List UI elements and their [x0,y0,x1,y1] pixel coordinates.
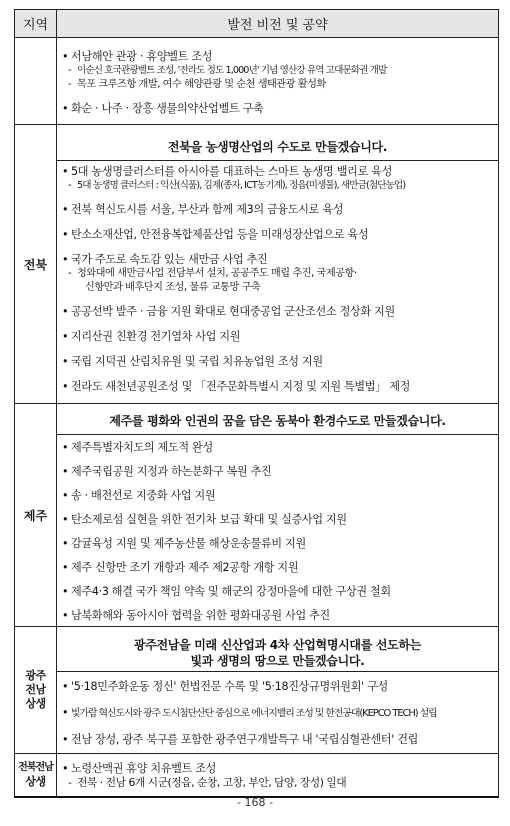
item-text: 전라도 새천년공원조성 및 「전주문화특별시 지정 및 지원 특별법」 제정 [71,380,411,393]
item-text: 공공선박 발주 · 금융 지원 확대로 현대중공업 군산조선소 정상화 지원 [71,305,395,318]
table-row-jeonbuk-jeonnam [15,754,499,798]
list-item: • 지리산권 친환경 전기열차 사업 지원 [62,330,241,343]
region-label: 전남 [25,683,46,696]
list-item: • 남북화해와 동아시아 협력을 위한 평화대공원 사업 추진 [62,608,330,622]
list-item: • 빛가람 혁신도시와 광주 도시첨단산단 중심으로 에너지밸리 조성 및 한전공대(KEPCO TECH) 설립 [62,705,437,719]
vision-line: 광주전남을 미래 신산업과 4차 산업혁명시대를 선도하는 [133,637,422,652]
item-text: 노령산맥권 휴양 치유벨트 조성 [71,762,217,775]
list-item: • 제주 신항만 조기 개항과 제주 제2공항 개항 지원 [62,560,299,574]
item-text: 탄소소재산업, 안전융복합제품산업 등을 미래성장산업으로 육성 [71,228,369,241]
region-gwangju [15,627,57,754]
item-text: 송 · 배전선로 지중화 사업 지원 [71,488,216,502]
list-item: • 제주4·3 해결 국가 책임 약속 및 해군의 강정마을에 대한 구상권 철회 [62,584,391,598]
page-number: - 168 - [237,796,273,809]
list-item: • 화순 · 나주 · 장흥 생물의약산업벨트 구축 [62,101,264,115]
table-row-gwangju [15,627,499,754]
list-item: • '5·18민주화운동 정신' 헌법전문 수록 및 '5·18진상규명위원회' 구성 [62,679,388,693]
table-row-continuation [15,38,499,125]
sub-item: - 전북 · 전남 6개 시군(정읍, 순창, 고창, 부안, 담양, 장성) 일대 [68,776,347,789]
list-item: • 국립 지덕권 산림치유원 및 국립 치유농업원 조성 지원 [62,355,323,368]
region-jeju: 제주 [15,404,57,627]
vision-line: 빛과 생명의 땅으로 만들겠습니다. [190,653,365,668]
table-header-row [15,10,499,38]
item-text: 탄소제로섬 실현을 위한 전기차 보급 확대 및 실증사업 지원 [71,512,347,526]
jeju-content [57,404,499,627]
list-item: • 서남해안 관광 · 휴양벨트 조성 [62,49,213,63]
table-row-jeonbuk [15,125,499,404]
item-text: '5·18민주화운동 정신' 헌법전문 수록 및 '5·18진상규명위원회' 구성 [71,679,388,693]
jeonbuk-jeonnam-content [57,754,499,798]
list-item: • 전남 장성, 광주 북구를 포함한 광주연구개발특구 내 '국립심혈관센터' 건립 [62,732,419,746]
sub-item: - 목포 크루즈항 개발, 여수 해양관광 및 순천 생태관광 활성화 [68,78,326,90]
sub-item-cont: 신항만과 배후단지 조성, 물류 교통망 구축 [85,282,261,293]
item-text: 국가 주도로 속도감 있는 새만금 사업 추진 [71,253,268,266]
sub-text: 전북 · 전남 6개 시군(정읍, 순창, 고창, 부안, 담양, 장성) 일대 [77,776,347,789]
jeonbuk-vision: 전북을 농생명산업의 수도로 만들겠습니다. [57,134,498,161]
item-text: 국립 지덕권 산림치유원 및 국립 치유농업원 조성 지원 [71,355,323,368]
list-item: • 송 · 배전선로 지중화 사업 지원 [62,488,216,502]
item-text: 지리산권 친환경 전기열차 사업 지원 [71,330,241,343]
item-text: 제주특별자치도의 제도적 완성 [71,440,213,454]
region-jeonbuk: 전북 [15,125,57,404]
item-text: 감귤육성 지원 및 제주농산물 해상운송물류비 지원 [71,536,306,550]
list-item: • 탄소소재산업, 안전융복합제품산업 등을 미래성장산업으로 육성 [62,228,369,241]
list-item: • 탄소제로섬 실현을 위한 전기차 보급 확대 및 실증사업 지원 [62,512,347,526]
continuation-content [57,38,499,125]
gwangju-content [57,627,499,754]
region-cell-empty [15,38,57,125]
item-text: 남북화해와 동아시아 협력을 위한 평화대공원 사업 추진 [71,608,330,622]
list-item: • 공공선박 발주 · 금융 지원 확대로 현대중공업 군산조선소 정상화 지원 [62,305,395,318]
item-text: 5대 농생명클러스터를 아시아를 대표하는 스마트 농생명 밸리로 육성 [71,165,393,178]
sub-text: 목포 크루즈항 개발, 여수 해양관광 및 순천 생태관광 활성화 [77,78,326,90]
item-text: 서남해안 관광 · 휴양벨트 조성 [71,49,213,63]
item-text: 빛가람 혁신도시와 광주 도시첨단산단 중심으로 에너지밸리 조성 및 한전공대(KEPCO TECH) 설립 [71,707,437,719]
item-text: 화순 · 나주 · 장흥 생물의약산업벨트 구축 [71,101,264,115]
list-item: • 제주국립공원 지정과 하논분화구 복원 추진 [62,464,272,478]
sub-text: 5대 농생명 클러스터 : 익산(식품), 김제(종자, ICT농기계), 정읍(미생물), 새만금(첨단농업) [77,180,406,191]
region-label: 전북전남 [18,762,53,773]
header-region: 지역 [15,10,57,38]
item-text: 제주 신항만 조기 개항과 제주 제2공항 개항 지원 [71,560,299,574]
item-text: 제주국립공원 지정과 하논분화구 복원 추진 [71,464,272,478]
jeonbuk-content [57,125,499,404]
list-item: • 제주특별자치도의 제도적 완성 [62,440,213,454]
sub-item: - 이순신 호국관광벨트 조성, '전라도 정도 1,000년' 기념 영산강 유역 고대문화권 개발 [68,64,387,76]
item-text: 전북 혁신도시를 서울, 부산과 함께 제3의 금융도시로 육성 [71,203,344,216]
list-item: • 노령산맥권 휴양 치유벨트 조성 [62,762,217,775]
jeju-vision: 제주를 평화와 인권의 꿈을 담은 동북아 환경수도로 만들겠습니다. [57,408,498,435]
gwangju-vision [57,634,498,672]
item-text: 제주4·3 해결 국가 책임 약속 및 해군의 강정마을에 대한 구상권 철회 [71,584,391,598]
sub-item: - 5대 농생명 클러스터 : 익산(식품), 김제(종자, ICT농기계), 정읍(미생물), 새만금(첨단농업) [68,180,406,191]
list-item: • 국가 주도로 속도감 있는 새만금 사업 추진 [62,253,268,266]
list-item: • 전북 혁신도시를 서울, 부산과 함께 제3의 금융도시로 육성 [62,203,344,216]
header-vision: 발전 비전 및 공약 [57,10,499,38]
sub-text: 청와대에 새만금사업 전담부서 설치, 공공주도 매립 추진, 국제공항· [77,268,357,279]
list-item: • 감귤육성 지원 및 제주농산물 해상운송물류비 지원 [62,536,306,550]
region-label: 광주 [25,669,46,682]
sub-text: 이순신 호국관광벨트 조성, '전라도 정도 1,000년' 기념 영산강 유역 고대문화권 개발 [77,64,387,76]
region-jeonbuk-jeonnam [15,754,57,798]
region-label: 상생 [25,775,46,788]
table-row-jeju [15,404,499,627]
pledge-table [14,9,499,798]
list-item: • 전라도 새천년공원조성 및 「전주문화특별시 지정 및 지원 특별법」 제정 [62,380,411,393]
sub-item: - 청와대에 새만금사업 전담부서 설치, 공공주도 매립 추진, 국제공항· [68,268,357,279]
item-text: 전남 장성, 광주 북구를 포함한 광주연구개발특구 내 '국립심혈관센터' 건립 [71,732,419,746]
list-item: • 5대 농생명클러스터를 아시아를 대표하는 스마트 농생명 밸리로 육성 [62,165,393,178]
region-label: 상생 [25,697,46,710]
